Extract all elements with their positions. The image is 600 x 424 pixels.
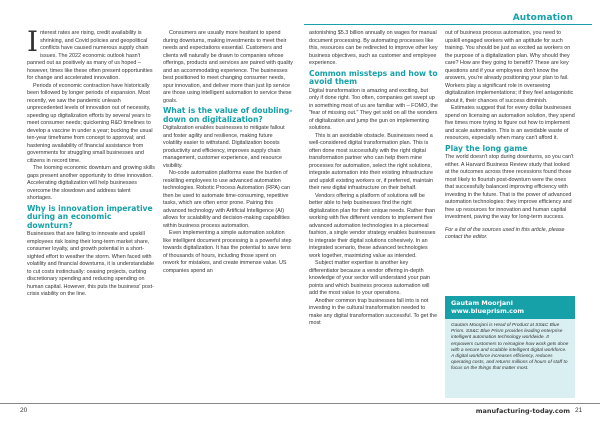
paragraph: Even implementing a simple automation solution like intelligent document processing is a powerful step towards digitalization. It has the potential to save tens of thousands of hours, including those spent on rework for mistakes, and create immense value. US companies spend an bbox=[163, 230, 292, 274]
column-4 bbox=[445, 30, 575, 242]
paragraph: Digitalization enables businesses to mitigate fallout and foster agility and resilience, making future volatility easier to withstand. Digitalization boosts productivity and efficiency, improves supply chain management, customer experience, and resource visibility. bbox=[163, 125, 285, 169]
page-number-right: 21 bbox=[575, 407, 583, 414]
paragraph: Digital transformation is amazing and exciting, but only if done right. Too often, companies get swept up in something most of us are familiar with – FOMO, the "fear of missing out." They get sold on all the wonders of digitalization and jump the gun on implementing solutions. bbox=[309, 87, 438, 132]
paragraph: No-code automation platforms ease the burden of reskilling employees to use advanced automation technologies. Robotic Process Automation (RPA) can then be used to automate time-consuming, repetitive tasks, which are often error prone. Pairing this advanced technology with Artificial Intelligence (AI) allows for scalability and decision-making capabilities within business process automation. bbox=[163, 170, 290, 229]
subheading: Why is innovation imperative during an economic downturn? bbox=[27, 203, 153, 230]
paragraph: Another common trap businesses fall into is not investing in the cultural transformation needed to make any digital transformation successful. To get the most bbox=[309, 297, 438, 327]
author-bio-box bbox=[445, 296, 575, 398]
subheading: Play the long game bbox=[445, 143, 528, 153]
paragraph: Estimates suggest that for every dollar businesses spend on licensing an automation solution, they spend five times more trying to figure out how to implement and scale automation. This is an avoidable waste of resources, especially when many can't afford it. bbox=[445, 105, 575, 141]
column-1 bbox=[27, 25, 157, 299]
paragraph: The world doesn't stop during downturns, so you can't either. A Harvard Business Review study that looked at the outcomes across three recessions found those most likely to flourish post-downturn were the ones that successfully balanced improving efficiency with investing in the future. That is the power of advanced automation technologies: they improve efficiency and free up resources for innovation and human capital investment, paving the way for long-term success. bbox=[445, 154, 574, 221]
paragraph: This is an avoidable obstacle. Businesses need a well-considered digital transformation plan. This is often done most successfully with the right digital transformation partner who can help them mine processes for automation, select the right solutions, integrate automation into their existing infrastructure and upskill existing workers or, if preferred, maintain their new digital infrastructure on their behalf. bbox=[309, 132, 434, 192]
author-website-link[interactable]: www.blueprism.com bbox=[451, 307, 525, 315]
author-bio-text: Gautam Moorjani is Head of Product at SS&C Blue Prism. SS&C Blue Prism provides leading enterprise intelligent automation technology worldwide. It empowers customers to reimagine how work gets done with a secure and scalable intelligent digital workforce. A digital workforce increases efficiency, reduces operating costs, and returns millions of hours of staff to focus on the things that matter most. bbox=[451, 323, 569, 372]
sources-note: For a list of the sources used in this article, please contact the editor. bbox=[445, 226, 565, 241]
paragraph: Vendors offering a platform of solutions will be better able to help businesses find the right digitalization plan for their unique needs. Rather than working with five different vendors to implement five advanced automation technologies in a piecemeal fashion, a single vendor strategy enables businesses to integrate their digital solutions cohesively. In an integrated scenario, these advanced technologies work together, maximizing value as intended. bbox=[309, 192, 436, 259]
header-divider bbox=[304, 24, 592, 25]
author-name: Gautam Moorjani bbox=[451, 299, 513, 307]
footer-divider bbox=[0, 403, 600, 404]
drop-cap: I bbox=[27, 25, 39, 58]
page-number-left: 20 bbox=[20, 407, 28, 414]
intro-text: nterest rates are rising, credit availability is shrinking, and Covid policies and geopolitical conflicts have caused numerous supply chain issues. The 2022 economic outlook hasn't panned out as positively as many of us hoped – however, times like these often present opportunities for change and accelerated innovation. bbox=[27, 30, 153, 81]
section-title: Automation bbox=[512, 13, 573, 23]
column-3 bbox=[309, 30, 439, 328]
paragraph: The looming economic downturn and growing skills gaps present another opportunity to drive innovation. Accelerating digitalization will help businesses overcome the slowdown and address talent shortages. bbox=[27, 165, 155, 201]
paragraph: Subject matter expertise is another key differentiator because a vendor offering in-depth knowledge of your sector will understand your pain points and which business process automation will add the most value to your operations. bbox=[309, 260, 431, 297]
paragraph: Consumers are usually more hesitant to spend during downturns, making investments to meet their needs and expectations essential. Customers and clients will naturally be drawn to companies whose offerings, products and services are paired with quality and an accommodating experience. The businesses best positioned to meet changing consumer needs, spur innovation, and deliver more than just lip service are those using intelligent automation to service these goals. bbox=[163, 30, 293, 104]
intro-paragraph bbox=[27, 25, 157, 83]
paragraph: astonishing $5.3 billion annually on wages for manual document processing. By automating processes like this, resources can be redirected to improve other key business objectives, such as customer and employee experience. bbox=[309, 30, 438, 66]
subheading: What is the value of doubling-down on digitalization? bbox=[163, 106, 293, 124]
paragraph: Businesses that are failing to innovate and upskill employees risk losing their long-term market share, consumer loyalty, and growth potential in a short-sighted effort to weather the storm. When faced with volatility and financial downturns, it is understandable to cut costs instinctually: ceasing projects, curbing discretionary spending and reducing spending on human capital. However, this puts the business' post-crisis viability on the line. bbox=[27, 231, 155, 298]
paragraph: Periods of economic contraction have historically been followed by longer periods of expansion. Most recently, we saw the pandemic unleash unprecedented levels of innovation out of necessity, speeding up digitalization efforts by several years to meet consumer needs; quickening R&D timelines to develop a vaccine in under a year; bucking the usual ten-year timeframe from concept to approval; and hastening availability of financial assistance from governments for struggling small businesses and citizens in record time. bbox=[27, 82, 153, 164]
author-bio-header bbox=[445, 296, 575, 319]
subheading: Common missteps and how to avoid them bbox=[309, 68, 438, 87]
paragraph: out of business process automation, you need to upskill engaged workers with an aptitude for such training. You should be just as excited as workers on the purpose of a digitalization plan. Why should they care? How are they going to benefit? These are key questions and if your employees don't know the answers, you're already positioning your plan to fail. Workers play a significant role in overseeing digitalization implementations; if they feel antagonistic about it, their chances of success diminish. bbox=[445, 30, 574, 104]
column-2 bbox=[163, 30, 293, 275]
footer-website: manufacturing-today.com bbox=[475, 407, 570, 415]
